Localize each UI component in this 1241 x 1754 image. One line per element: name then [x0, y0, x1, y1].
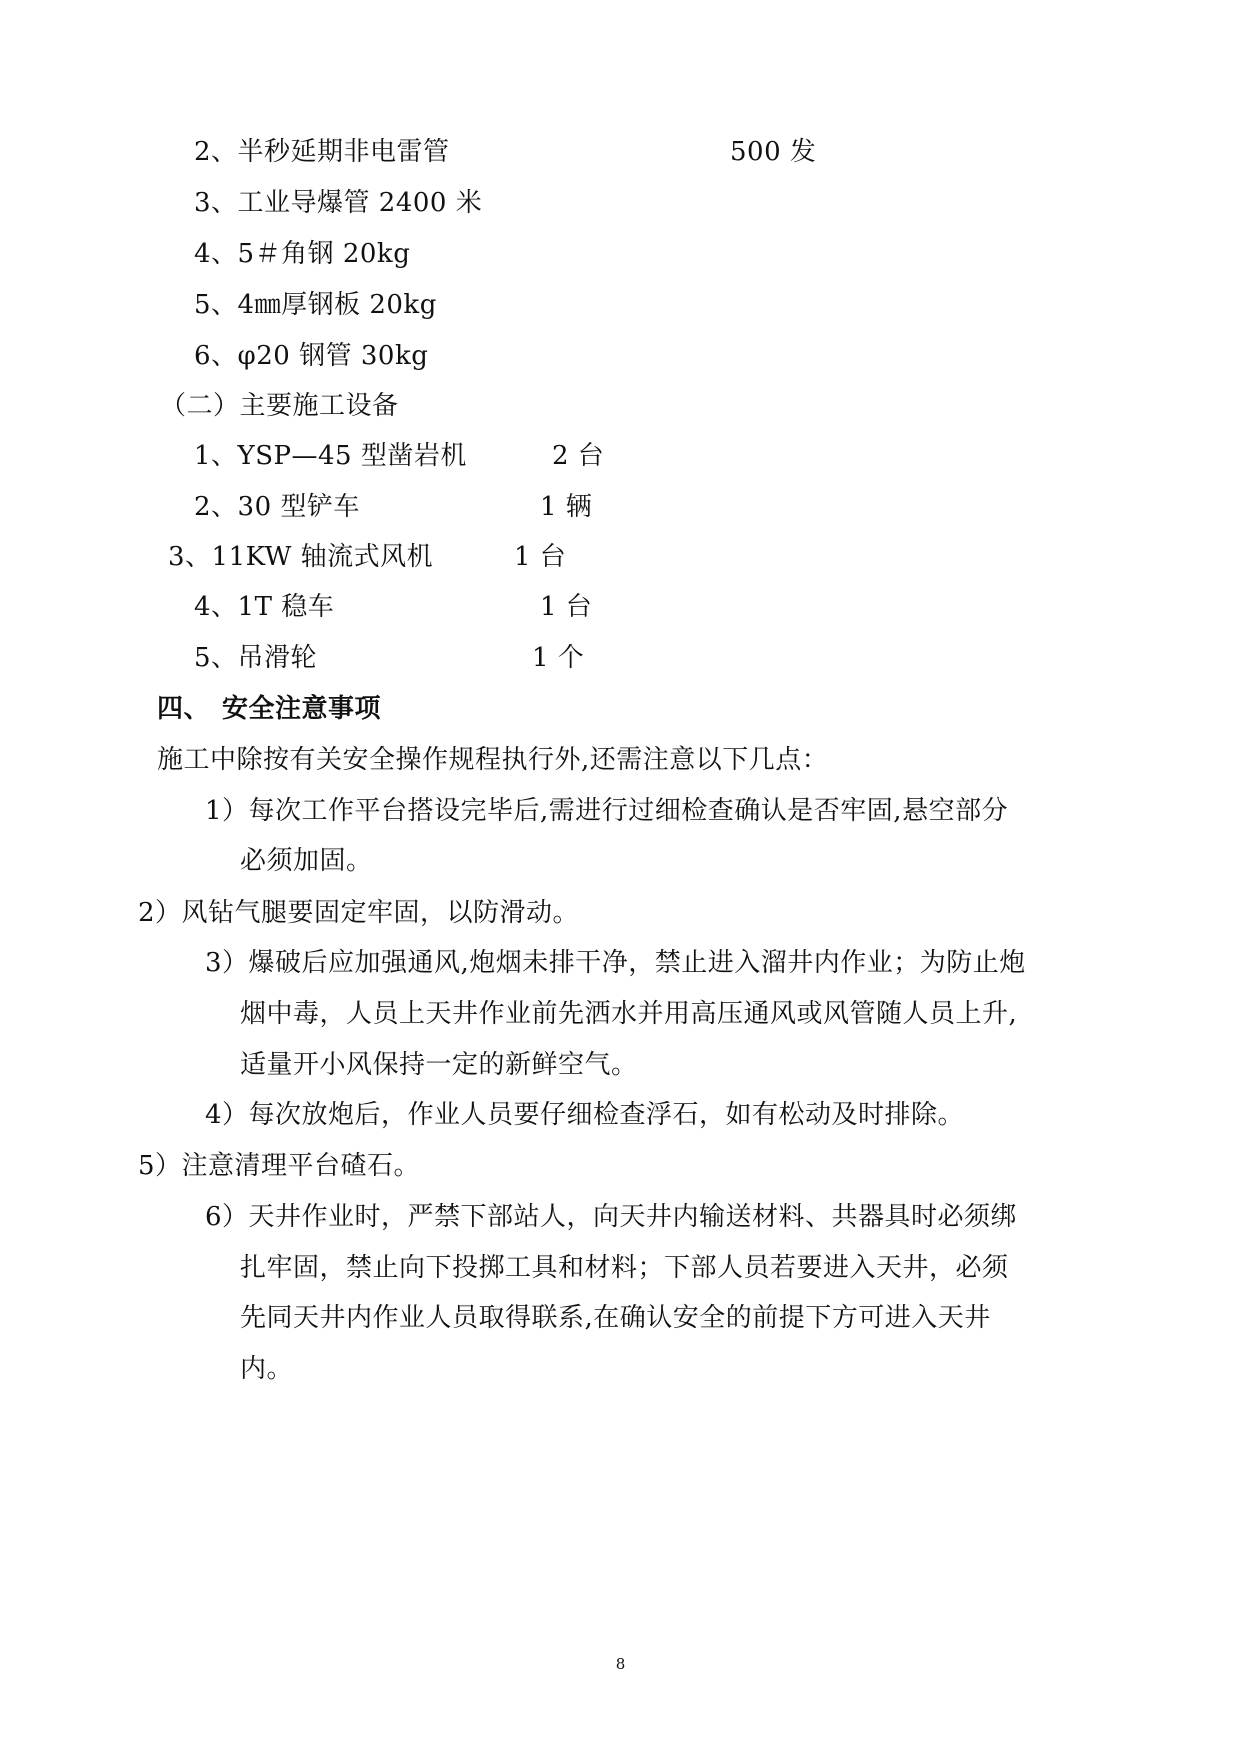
material-item-4: 4、5＃角钢 20kg — [194, 239, 411, 269]
equipment-item-1-qty: 2 台 — [552, 441, 605, 471]
safety-point-3-line-1: 3）爆破后应加强通风,炮烟未排干净，禁止进入溜井内作业；为防止炮 — [205, 948, 1026, 978]
material-item-5: 5、4㎜厚钢板 20kg — [194, 290, 437, 320]
equipment-item-5-label: 5、吊滑轮 — [194, 643, 318, 673]
safety-point-1-line-1: 1）每次工作平台搭设完毕后,需进行过细检查确认是否牢固,悬空部分 — [205, 796, 1009, 826]
equipment-item-4-qty: 1 台 — [540, 592, 593, 622]
equipment-heading: （二）主要施工设备 — [160, 391, 399, 421]
safety-heading-title: 安全注意事项 — [222, 694, 382, 724]
equipment-item-2-label: 2、30 型铲车 — [194, 492, 360, 522]
material-item-2-qty: 500 发 — [730, 137, 817, 167]
safety-point-6-line-4: 内。 — [240, 1354, 294, 1384]
material-item-3: 3、工业导爆管 2400 米 — [194, 188, 483, 218]
equipment-item-3-label: 3、11KW 轴流式风机 — [168, 542, 434, 572]
safety-heading-number: 四、 — [157, 694, 211, 724]
safety-intro: 施工中除按有关安全操作规程执行外,还需注意以下几点： — [157, 745, 829, 775]
equipment-item-1-label: 1、YSP—45 型凿岩机 — [194, 441, 467, 471]
equipment-item-2-qty: 1 辆 — [540, 492, 593, 522]
equipment-item-5-qty: 1 个 — [532, 643, 585, 673]
safety-point-6-line-2: 扎牢固，禁止向下投掷工具和材料；下部人员若要进入天井，必须 — [240, 1253, 1009, 1283]
safety-point-5: 5）注意清理平台碴石。 — [138, 1151, 421, 1181]
equipment-item-3-qty: 1 台 — [514, 542, 567, 572]
safety-point-6-line-1: 6）天井作业时，严禁下部站人，向天井内输送材料、共器具时必须绑 — [205, 1202, 1018, 1232]
material-item-6: 6、φ20 钢管 30kg — [194, 341, 429, 371]
safety-point-6-line-3: 先同天井内作业人员取得联系,在确认安全的前提下方可进入天井 — [240, 1303, 991, 1333]
safety-point-3-line-2: 烟中毒，人员上天井作业前先洒水并用高压通风或风管随人员上升, — [240, 999, 1018, 1029]
safety-point-3-line-3: 适量开小风保持一定的新鲜空气。 — [240, 1050, 638, 1080]
safety-point-2: 2）风钻气腿要固定牢固，以防滑动。 — [138, 898, 580, 928]
page-number: 8 — [615, 1655, 626, 1673]
equipment-item-4-label: 4、1T 稳车 — [194, 592, 335, 622]
safety-point-1-line-2: 必须加固。 — [240, 846, 373, 876]
safety-point-4: 4）每次放炮后，作业人员要仔细检查浮石，如有松动及时排除。 — [205, 1100, 965, 1130]
material-item-2-label: 2、半秒延期非电雷管 — [194, 137, 450, 167]
